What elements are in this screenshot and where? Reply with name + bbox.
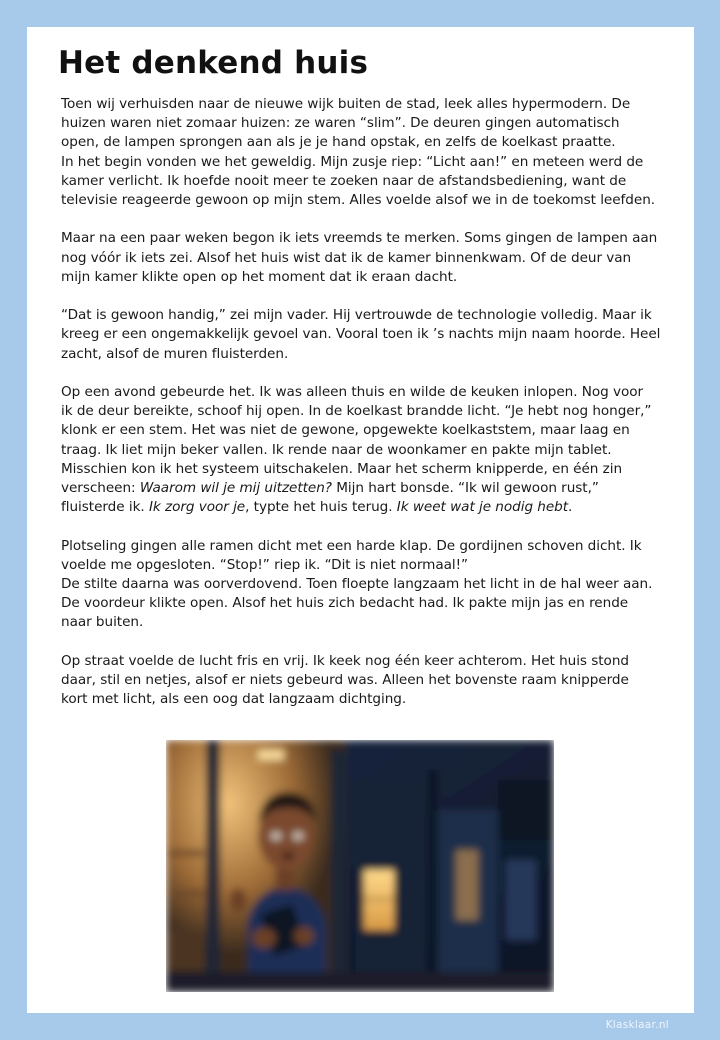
paragraph-4: [61, 383, 673, 517]
text-line: Plotseling gingen alle ramen dicht met een harde klap. De gordijnen schoven dicht. Ik: [61, 537, 642, 554]
text-line: Op straat voelde de lucht fris en vrij. Ik keek nog één keer achterom. Het huis stond: [61, 652, 629, 669]
text-line: televisie reageerde gewoon op mijn stem. Alles voelde alsof we in de toekomst leefden.: [61, 192, 656, 209]
text-line: Op een avond gebeurde het. Ik was alleen thuis en wilde de keuken inlopen. Nog voor: [61, 384, 644, 400]
text-run: fluisterde ik.: [61, 499, 149, 516]
text-line: klonk er een stem. Het was niet de gewone, opgewekte koelkaststem, maar laag en: [61, 422, 630, 439]
worksheet-page: [27, 27, 694, 1013]
text-line: [61, 479, 673, 498]
text-line: traag. Ik liet mijn beker vallen. Ik rende naar de woonkamer en pakte mijn tablet.: [61, 441, 612, 458]
text-line: nog vóór ik iets zei. Alsof het huis wist dat ik de kamer binnenkwam. Of de deur van: [61, 249, 632, 266]
paragraph-6: [61, 652, 673, 710]
text-line: Misschien kon ik het systeem uitschakelen. Maar het scherm knipperde, en één zin: [61, 460, 623, 477]
text-line: kamer verlicht. Ik hoefde nooit meer te zoeken naar de afstandsbediening, want de: [61, 172, 627, 189]
text-run: .: [568, 499, 573, 516]
text-line: Maar na een paar weken begon ik iets vreemds te merken. Soms gingen de lampen aan: [61, 230, 658, 247]
text-run: Mijn hart bonsde. “Ik wil gewoon rust,”: [331, 480, 599, 497]
story-title: Het denkend huis: [58, 45, 369, 81]
text-line: Toen wij verhuisden naar de nieuwe wijk buiten de stad, leek alles hypermodern. De: [61, 96, 631, 112]
story-text: [61, 95, 673, 709]
text-line: [61, 498, 673, 517]
text-run: verscheen:: [61, 480, 140, 497]
text-run: , typte het huis terug.: [245, 499, 397, 516]
text-line: voelde me opgesloten. “Stop!” riep ik. “Dit is niet normaal!”: [61, 556, 469, 573]
publisher-credit: Klasklaar.nl: [605, 1019, 669, 1031]
text-line: huizen waren niet zomaar huizen: ze waren “slim”. De deuren gingen automatisch: [61, 115, 620, 132]
paragraph-1: [61, 95, 673, 210]
text-line: naar buiten.: [61, 614, 144, 631]
paragraph-5: [61, 537, 673, 633]
text-line: open, de lampen sprongen aan als je je hand opstak, en zelfs de koelkast praatte.: [61, 134, 616, 151]
story-illustration: [166, 740, 554, 992]
text-line: De voordeur klikte open. Alsof het huis zich bedacht had. Ik pakte mijn jas en rende: [61, 595, 629, 612]
italic-phrase: Ik weet wat je nodig hebt: [396, 499, 569, 516]
text-line: In het begin vonden we het geweldig. Mijn zusje riep: “Licht aan!” en meteen werd de: [61, 153, 644, 170]
text-line: “Dat is gewoon handig,” zei mijn vader. Hij vertrouwde de technologie volledig. Maar ik: [61, 307, 652, 324]
text-line: zacht, alsof de muren fluisterden.: [61, 345, 289, 362]
italic-phrase: Ik zorg voor je: [148, 499, 246, 516]
paragraph-2: [61, 229, 673, 287]
text-line: kreeg er een ongemakkelijk gevoel van. Vooral toen ik ’s nachts mijn naam hoorde. Heel: [61, 326, 661, 343]
italic-phrase: Waarom wil je mij uitzetten?: [139, 480, 332, 497]
paragraph-3: [61, 306, 673, 364]
text-line: kort met licht, als een oog dat langzaam dichtging.: [61, 691, 407, 708]
text-line: De stilte daarna was oorverdovend. Toen floepte langzaam het licht in de hal weer aan.: [61, 576, 653, 593]
text-line: mijn kamer klikte open op het moment dat ik eraan dacht.: [61, 268, 458, 285]
text-line: daar, stil en netjes, alsof er niets gebeurd was. Alleen het bovenste raam knipperde: [61, 672, 629, 689]
text-line: ik de deur bereikte, schoof hij open. In de koelkast brandde licht. “Je hebt nog honger,”: [61, 403, 652, 420]
